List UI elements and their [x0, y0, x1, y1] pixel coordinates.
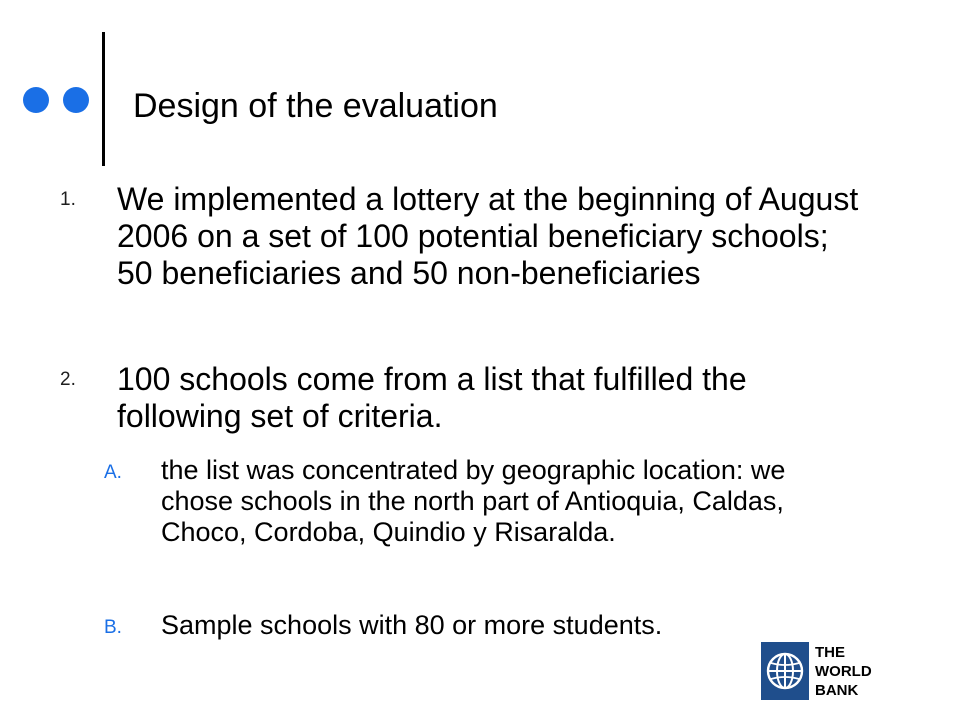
- logo-line-1: THE: [815, 643, 845, 661]
- list-marker: 1.: [60, 189, 76, 210]
- list-item-2: [60, 361, 860, 435]
- sub-marker: B.: [104, 617, 122, 638]
- title-dot-left: [23, 87, 49, 113]
- sub-marker: A.: [104, 462, 122, 483]
- list-item-text: 100 schools come from a list that fulfilled the following set of criteria.: [117, 361, 747, 434]
- slide-title: Design of the evaluation: [133, 87, 498, 125]
- logo-line-3: BANK: [815, 681, 859, 699]
- logo-wordmark: [815, 643, 872, 700]
- title-dot-right: [63, 87, 89, 113]
- globe-icon: [761, 642, 809, 700]
- sub-item-a: [104, 455, 864, 548]
- list-marker: 2.: [60, 369, 76, 390]
- title-divider: [102, 32, 105, 166]
- world-bank-logo: [761, 641, 872, 701]
- list-item-1: [60, 181, 860, 292]
- sub-item-b: [104, 610, 864, 641]
- sub-item-text: Sample schools with 80 or more students.: [161, 610, 663, 640]
- sub-item-text: the list was concentrated by geographic location: we chose schools in the north part of Antioquia, Caldas, Choco, Cordoba, Quindio y Risaralda.: [161, 455, 786, 547]
- list-item-text: We implemented a lottery at the beginning of August 2006 on a set of 100 potential beneficiary schools; 50 beneficiaries and 50 non-beneficiaries: [117, 181, 859, 291]
- logo-line-2: WORLD: [815, 662, 872, 680]
